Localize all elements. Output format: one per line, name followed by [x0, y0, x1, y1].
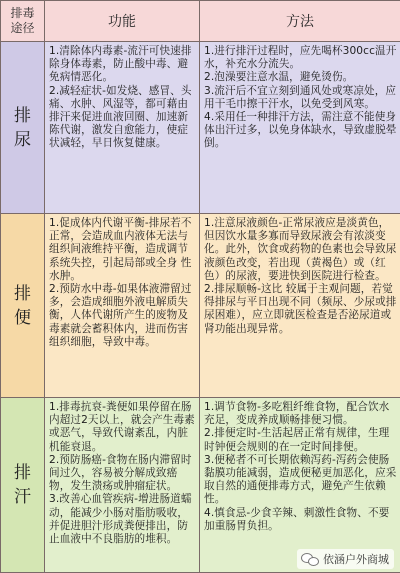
function-cell	[45, 214, 200, 398]
route-char: 排	[14, 105, 31, 126]
route-char: 排	[14, 463, 31, 483]
function-item: 2.预防肠癌-食物在肠内滞留时间过久，容易被分解成致癌物，发生溃疡或肿瘤症状。	[49, 453, 192, 493]
route-char: 便	[14, 307, 31, 328]
watermark-text: 依涵户外商城	[323, 553, 389, 566]
function-item: 1.促成体内代谢平衡-排尿若不正常，会造成血内液体无法与组织间液维持平衡，造成调节系统失控，引起局部或全身 性水肿。	[49, 217, 192, 282]
table-header-row	[1, 1, 400, 42]
watermark	[297, 549, 394, 569]
function-item: 1.排毒抗衰-粪便如果停留在肠内超过2天以上，就会产生毒素或恶气，导致代谢紊乱，内脏机能衰退。	[49, 401, 195, 453]
function-cell	[45, 42, 200, 214]
route-cell	[1, 42, 45, 214]
table-row	[1, 214, 400, 398]
table-row	[1, 398, 400, 573]
function-item: 3.改善心血管疾病-增进肠道蠕动，能减少小肠对脂肪吸收，并促进胆汁形成粪便排出，防止血液中不良脂肪的堆积。	[49, 493, 192, 546]
route-char: 汗	[14, 487, 31, 507]
header-method: 方法	[200, 1, 400, 42]
method-item: 2.排便定时-生活起居正常有规律，生理时钟便会规则的在一定时间排便。	[204, 427, 390, 453]
header-route-line1: 排毒	[10, 6, 35, 20]
route-cell	[1, 398, 45, 573]
header-route-line2: 途径	[10, 21, 35, 35]
function-cell	[45, 398, 200, 573]
function-item: 2.预防水中毒-如果体液滞留过多，会造成细胞外液电解质失衡，人体代谢所产生的废物及毒素就会蓄积体内，进而伤害组织细胞，导致中毒。	[49, 283, 192, 348]
header-route	[1, 1, 45, 42]
method-cell	[200, 214, 400, 398]
wechat-icon	[301, 552, 319, 566]
method-item: 4.采用任一种排汗方法，需注意不能使身体出汗过多，以免身体缺水，导致虚脱晕倒。	[204, 111, 397, 150]
method-item: 1.注意尿液颜色-正常尿液应是淡黄色，但因饮水量多寡而导致尿液会有浓淡变化。此外，饮食或药物的色素也会导致尿液颜色改变，若出现（黄褐色）或（红色）的尿液，要进快到医院进行检查。	[204, 217, 397, 282]
header-function: 功能	[45, 1, 200, 42]
route-cell	[1, 214, 45, 398]
method-cell	[200, 42, 400, 214]
function-item: 2.减轻症状-如发烧、感冒、头痛、水肿、风湿等，都可藉由排汗来促进血液回圈、加速新陈代谢，激发自愈能力，使症状减轻，早日恢复健康。	[49, 84, 192, 150]
method-item: 1.调节食物-多吃粗纤维食物，配合饮水充足，变成养成顺畅排便习惯。	[204, 401, 390, 427]
method-item: 2.泡澡要注意水温，避免烫伤。	[204, 71, 354, 84]
table-row	[1, 42, 400, 214]
method-cell	[200, 398, 400, 573]
method-item: 4.慎食忌-少食辛辣、刺激性食物、不要加重肠胃负担。	[204, 506, 390, 532]
function-item: 1.清除体内毒素-流汗可快速排除身体毒素，防止酸中毒、避免病情恶化。	[49, 45, 192, 84]
route-char: 排	[14, 283, 31, 304]
method-item: 2.排尿顺畅-这比 较属于主观问题，若觉得排尿与平日出现不同（频尿、少尿或排尿困难），应立即就医检查是否泌尿道或肾功能出现异常。	[204, 283, 397, 335]
route-char: 尿	[14, 129, 31, 150]
method-item: 1.进行排汗过程时，应先喝杯300cc温开水，补充水分流失。	[204, 45, 397, 71]
method-item: 3.便秘者不可长期依赖泻药-泻药会使肠黏膜功能减弱，造成便秘更加恶化，应采取自然的通便排毒方式，避免产生依赖性。	[204, 453, 397, 506]
method-item: 3.流汗后不宜立刻到通风处或寒凉处，应用干毛巾擦干汗水，以免受到风寒。	[204, 84, 397, 110]
